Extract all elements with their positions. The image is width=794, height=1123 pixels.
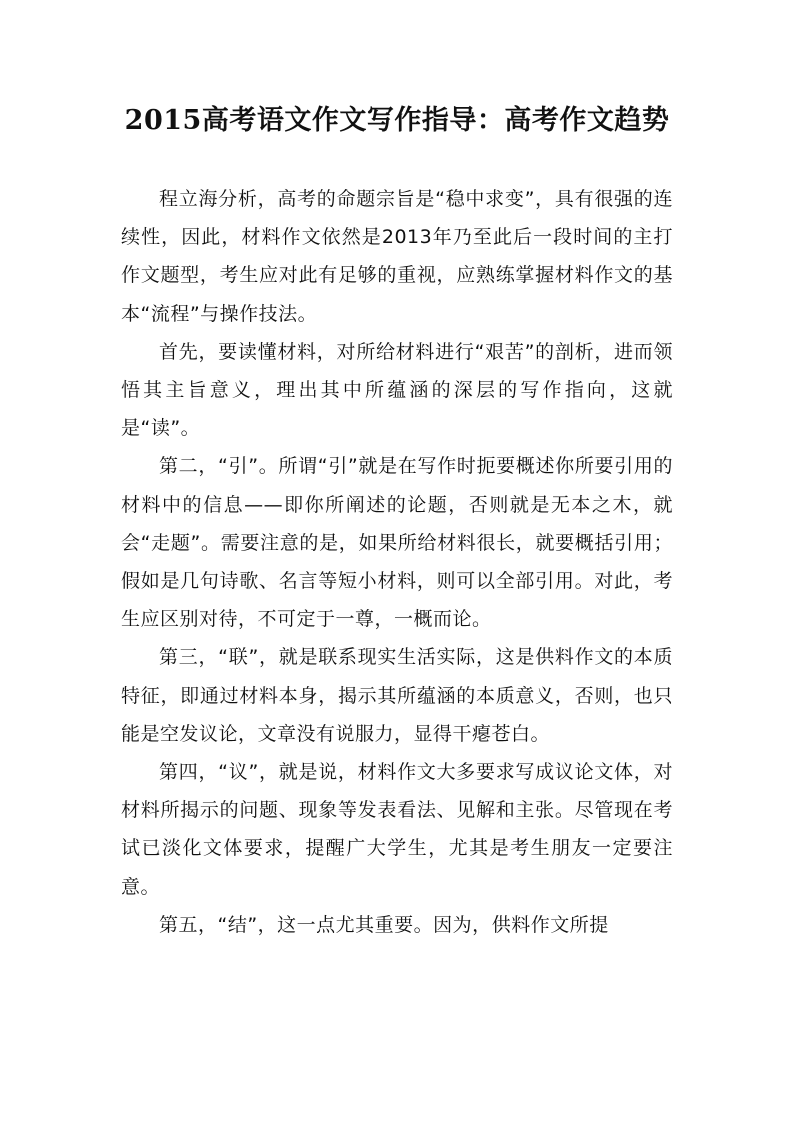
paragraph-3: 第二，“引”。所谓“引”就是在写作时扼要概述你所要引用的材料中的信息——即你所阐述的论题，否则就是无本之木，就会“走题”。需要注意的是，如果所给材料很长，就要概括引用；假如是几句诗歌、名言等短小材料，则可以全部引用。对此，考生应区别对待，不可定于一尊，一概而论。 bbox=[121, 455, 673, 631]
paragraph-1: 程立海分析，高考的命题宗旨是“稳中求变”，具有很强的连续性，因此，材料作文依然是2013年乃至此后一段时间的主打作文题型，考生应对此有足够的重视，应熟练掌握材料作文的基本“流程”与操作技法。 bbox=[121, 188, 673, 325]
paragraph-2: 首先，要读懂材料，对所给材料进行“艰苦”的剖析，进而领悟其主旨意义，理出其中所蕴涵的深层的写作指向，这就是“读”。 bbox=[121, 340, 673, 440]
paragraph-5: 第四，“议”，就是说，材料作文大多要求写成议论文体，对材料所揭示的问题、现象等发表看法、见解和主张。尽管现在考试已淡化文体要求，提醒广大学生，尤其是考生朋友一定要注意。 bbox=[121, 761, 673, 898]
document-title: 2015高考语文作文写作指导：高考作文趋势 bbox=[124, 105, 670, 136]
paragraph-6: 第五，“结”，这一点尤其重要。因为，供料作文所提 bbox=[159, 913, 609, 936]
document-body bbox=[121, 180, 673, 944]
paragraph-4: 第三，“联”，就是联系现实生活实际，这是供料作文的本质特征，即通过材料本身，揭示其所蕴涵的本质意义，否则，也只能是空发议论，文章没有说服力，显得干瘪苍白。 bbox=[121, 646, 673, 745]
